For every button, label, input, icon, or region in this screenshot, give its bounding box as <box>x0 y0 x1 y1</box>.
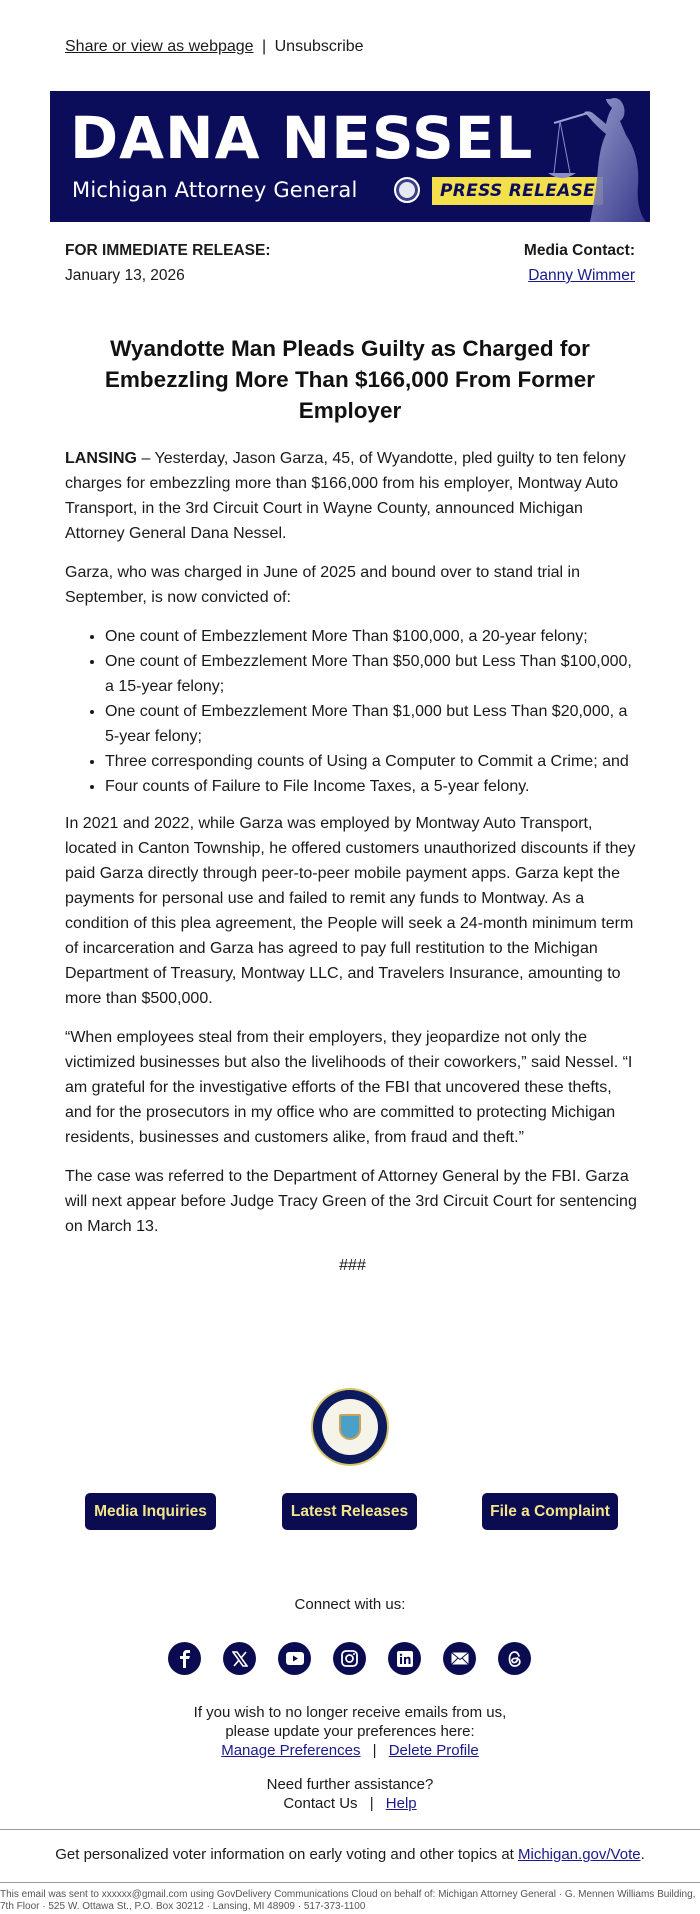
assistance-separator: | <box>369 1795 374 1812</box>
banner-name: DANA NESSEL <box>70 104 534 172</box>
connect-label: Connect with us: <box>294 1596 406 1613</box>
end-mark: ### <box>339 1257 366 1274</box>
list-item: • One count of Embezzlement More Than $100,000, a 20-year felony; <box>105 624 640 649</box>
press-release-badge: PRESS RELEASE <box>432 177 603 205</box>
file-complaint-button[interactable]: File a Complaint <box>482 1493 618 1530</box>
article-body <box>65 446 640 1278</box>
youtube-icon[interactable] <box>278 1642 311 1675</box>
list-item: • Four counts of Failure to File Income Taxes, a 5-year felony. <box>105 774 640 799</box>
preferences-section <box>0 1703 700 1760</box>
preferences-line-1: If you wish to no longer receive emails from us, <box>193 1704 507 1721</box>
top-separator: | <box>262 38 267 55</box>
article-quote: “When employees steal from their employers, they jeopardize not only the victimized businesses but also the livelihoods of their coworkers,” said Nessel. “I am grateful for the investigative efforts of the FBI that uncovered these thefts, and for the prosecutors in my office who are committed to protecting Michigan residents, businesses and customers alike, from fraud and theft.” <box>65 1029 633 1146</box>
list-item: • One count of Embezzlement More Than $50,000 but Less Than $100,000, a 15-year felony; <box>105 649 640 699</box>
assistance-line: Need further assistance? <box>266 1776 434 1793</box>
x-icon[interactable] <box>223 1642 256 1675</box>
help-link[interactable]: Help <box>385 1795 417 1812</box>
press-release-banner <box>50 91 650 222</box>
release-label: FOR IMMEDIATE RELEASE: <box>65 242 271 259</box>
media-contact-label: Media Contact: <box>523 242 635 259</box>
linkedin-icon[interactable] <box>388 1642 421 1675</box>
manage-preferences-link[interactable]: Manage Preferences <box>221 1742 361 1759</box>
media-contact-link[interactable]: Danny Wimmer <box>528 267 635 284</box>
list-item: • One count of Embezzlement More Than $1,000 but Less Than $20,000, a 5-year felony; <box>105 699 640 749</box>
media-inquiries-button[interactable]: Media Inquiries <box>85 1493 216 1530</box>
facebook-icon[interactable] <box>168 1642 201 1675</box>
counts-list <box>65 624 640 799</box>
social-links <box>168 1642 531 1675</box>
email-icon[interactable] <box>443 1642 476 1675</box>
release-date: January 13, 2026 <box>65 267 185 284</box>
article-paragraph-1: LANSING – Yesterday, Jason Garza, 45, of Wyandotte, pled guilty to ten felony charges for embezzling more than $166,000 from his employer, Montway Auto Transport, in the 3rd Circuit Court in Wayne County, announced Michigan Attorney General Dana Nessel. <box>65 450 626 542</box>
instagram-icon[interactable] <box>333 1642 366 1675</box>
attorney-general-seal-icon <box>313 1390 387 1464</box>
article-paragraph-3: In 2021 and 2022, while Garza was employed by Montway Auto Transport, located in Canton Township, he offered customers unauthorized discounts if they paid Garza directly through peer-to-peer mobile payment apps. Garza kept the payments for personal use and failed to remit any funds to Montway. As a condition of this plea agreement, the People will seek a 24-month minimum term of incarceration and Garza has agreed to pay full restitution to the Michigan Department of Treasury, Montway LLC, and Travelers Insurance, amounting to more than $500,000. <box>65 815 636 1007</box>
preferences-separator: | <box>372 1742 377 1759</box>
latest-releases-button[interactable]: Latest Releases <box>282 1493 417 1530</box>
lady-justice-icon <box>540 91 650 222</box>
michigan-vote-link[interactable]: Michigan.gov/Vote <box>518 1846 641 1863</box>
article-paragraph-5: The case was referred to the Department of Attorney General by the FBI. Garza will next appear before Judge Tracy Green of the 3rd Circuit Court for sentencing on March 13. <box>65 1168 637 1235</box>
release-info <box>65 238 271 288</box>
list-item: • Three corresponding counts of Using a Computer to Commit a Crime; and <box>105 749 640 774</box>
unsubscribe-link[interactable]: Unsubscribe <box>274 38 364 55</box>
seal-shield <box>339 1414 361 1440</box>
banner-subtitle: Michigan Attorney General <box>72 178 358 202</box>
contact-us-text: Contact Us <box>283 1795 358 1812</box>
share-view-webpage-link[interactable]: Share or view as webpage <box>65 38 254 55</box>
page-title: Wyandotte Man Pleads Guilty as Charged for Embezzling More Than $166,000 From Former Employer <box>104 336 596 423</box>
top-links <box>65 36 364 58</box>
dateline: LANSING <box>65 450 137 467</box>
mini-seal-icon <box>394 177 420 203</box>
footer-divider-bottom <box>0 1882 700 1883</box>
threads-icon[interactable] <box>498 1642 531 1675</box>
assistance-section <box>0 1775 700 1813</box>
preferences-line-2: please update your preferences here: <box>225 1723 475 1740</box>
article-paragraph-2: Garza, who was charged in June of 2025 and bound over to stand trial in September, is now convicted of: <box>65 564 580 606</box>
media-contact <box>524 238 635 288</box>
delete-profile-link[interactable]: Delete Profile <box>388 1742 479 1759</box>
footer-divider-top <box>0 1829 700 1830</box>
voter-info: Get personalized voter information on early voting and other topics at Michigan.gov/Vote. <box>55 1846 645 1863</box>
email-disclaimer: This email was sent to xxxxxx@gmail.com using GovDelivery Communications Cloud on behalf of: Michigan Attorney General · G. Mennen Williams Building, 7th Floor · 525 W. Ottawa St., P.O. Box 30212 · Lansing, MI 48909 · 517-373-1100 <box>0 1889 696 1912</box>
